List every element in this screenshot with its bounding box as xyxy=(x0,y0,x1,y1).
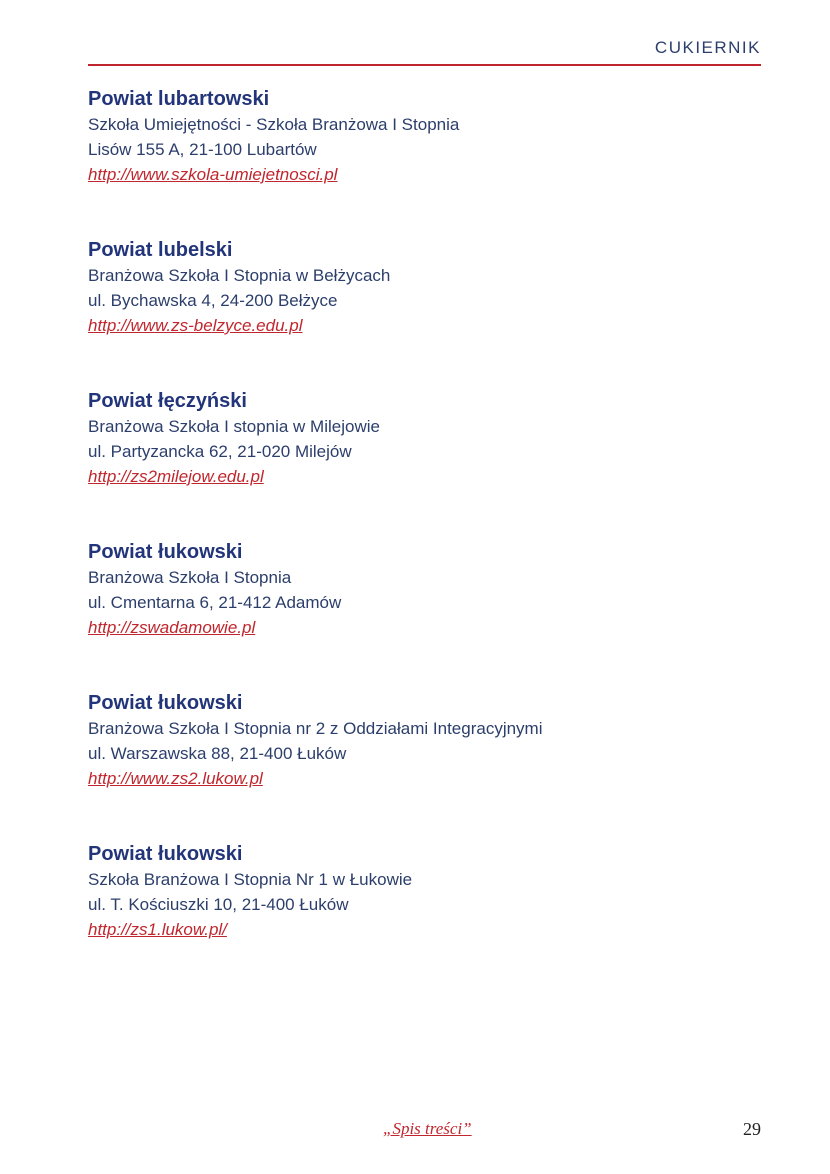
school-name: Branżowa Szkoła I Stopnia nr 2 z Oddziałami Integracyjnymi xyxy=(88,719,543,738)
school-list xyxy=(88,86,768,992)
county-heading: Powiat łukowski xyxy=(88,692,243,714)
school-name: Szkoła Branżowa I Stopnia Nr 1 w Łukowie xyxy=(88,870,413,889)
school-website-link[interactable]: http://www.zs-belzyce.edu.pl xyxy=(88,316,303,335)
page-number: 29 xyxy=(743,1119,761,1139)
school-address: ul. Partyzancka 62, 21-020 Milejów xyxy=(88,442,352,461)
school-entry xyxy=(88,237,768,388)
county-heading: Powiat lubelski xyxy=(88,239,233,261)
school-name: Szkoła Umiejętności - Szkoła Branżowa I Stopnia xyxy=(88,115,460,134)
school-address: Lisów 155 A, 21-100 Lubartów xyxy=(88,140,317,159)
school-website-link[interactable]: http://www.szkola-umiejetnosci.pl xyxy=(88,165,338,184)
school-address: ul. Cmentarna 6, 21-412 Adamów xyxy=(88,593,342,612)
school-website-link[interactable]: http://zs1.lukow.pl/ xyxy=(88,920,227,939)
school-website-link[interactable]: http://zs2milejow.edu.pl xyxy=(88,467,264,486)
document-section-title: CUKIERNIK xyxy=(654,38,761,57)
school-name: Branżowa Szkoła I stopnia w Milejowie xyxy=(88,417,380,436)
table-of-contents-link[interactable]: „Spis treści” xyxy=(383,1119,472,1138)
school-entry xyxy=(88,86,768,237)
county-heading: Powiat lubartowski xyxy=(88,88,270,110)
school-entry xyxy=(88,841,768,992)
school-website-link[interactable]: http://www.zs2.lukow.pl xyxy=(88,769,263,788)
county-heading: Powiat łukowski xyxy=(88,541,243,563)
school-entry xyxy=(88,539,768,690)
school-address: ul. Warszawska 88, 21-400 Łuków xyxy=(88,744,347,763)
header-divider xyxy=(88,64,761,66)
county-heading: Powiat łukowski xyxy=(88,843,243,865)
school-entry xyxy=(88,388,768,539)
school-website-link[interactable]: http://zswadamowie.pl xyxy=(88,618,256,637)
school-name: Branżowa Szkoła I Stopnia w Bełżycach xyxy=(88,266,391,285)
school-address: ul. Bychawska 4, 24-200 Bełżyce xyxy=(88,291,338,310)
school-name: Branżowa Szkoła I Stopnia xyxy=(88,568,292,587)
county-heading: Powiat łęczyński xyxy=(88,390,247,412)
school-entry xyxy=(88,690,768,841)
school-address: ul. T. Kościuszki 10, 21-400 Łuków xyxy=(88,895,349,914)
